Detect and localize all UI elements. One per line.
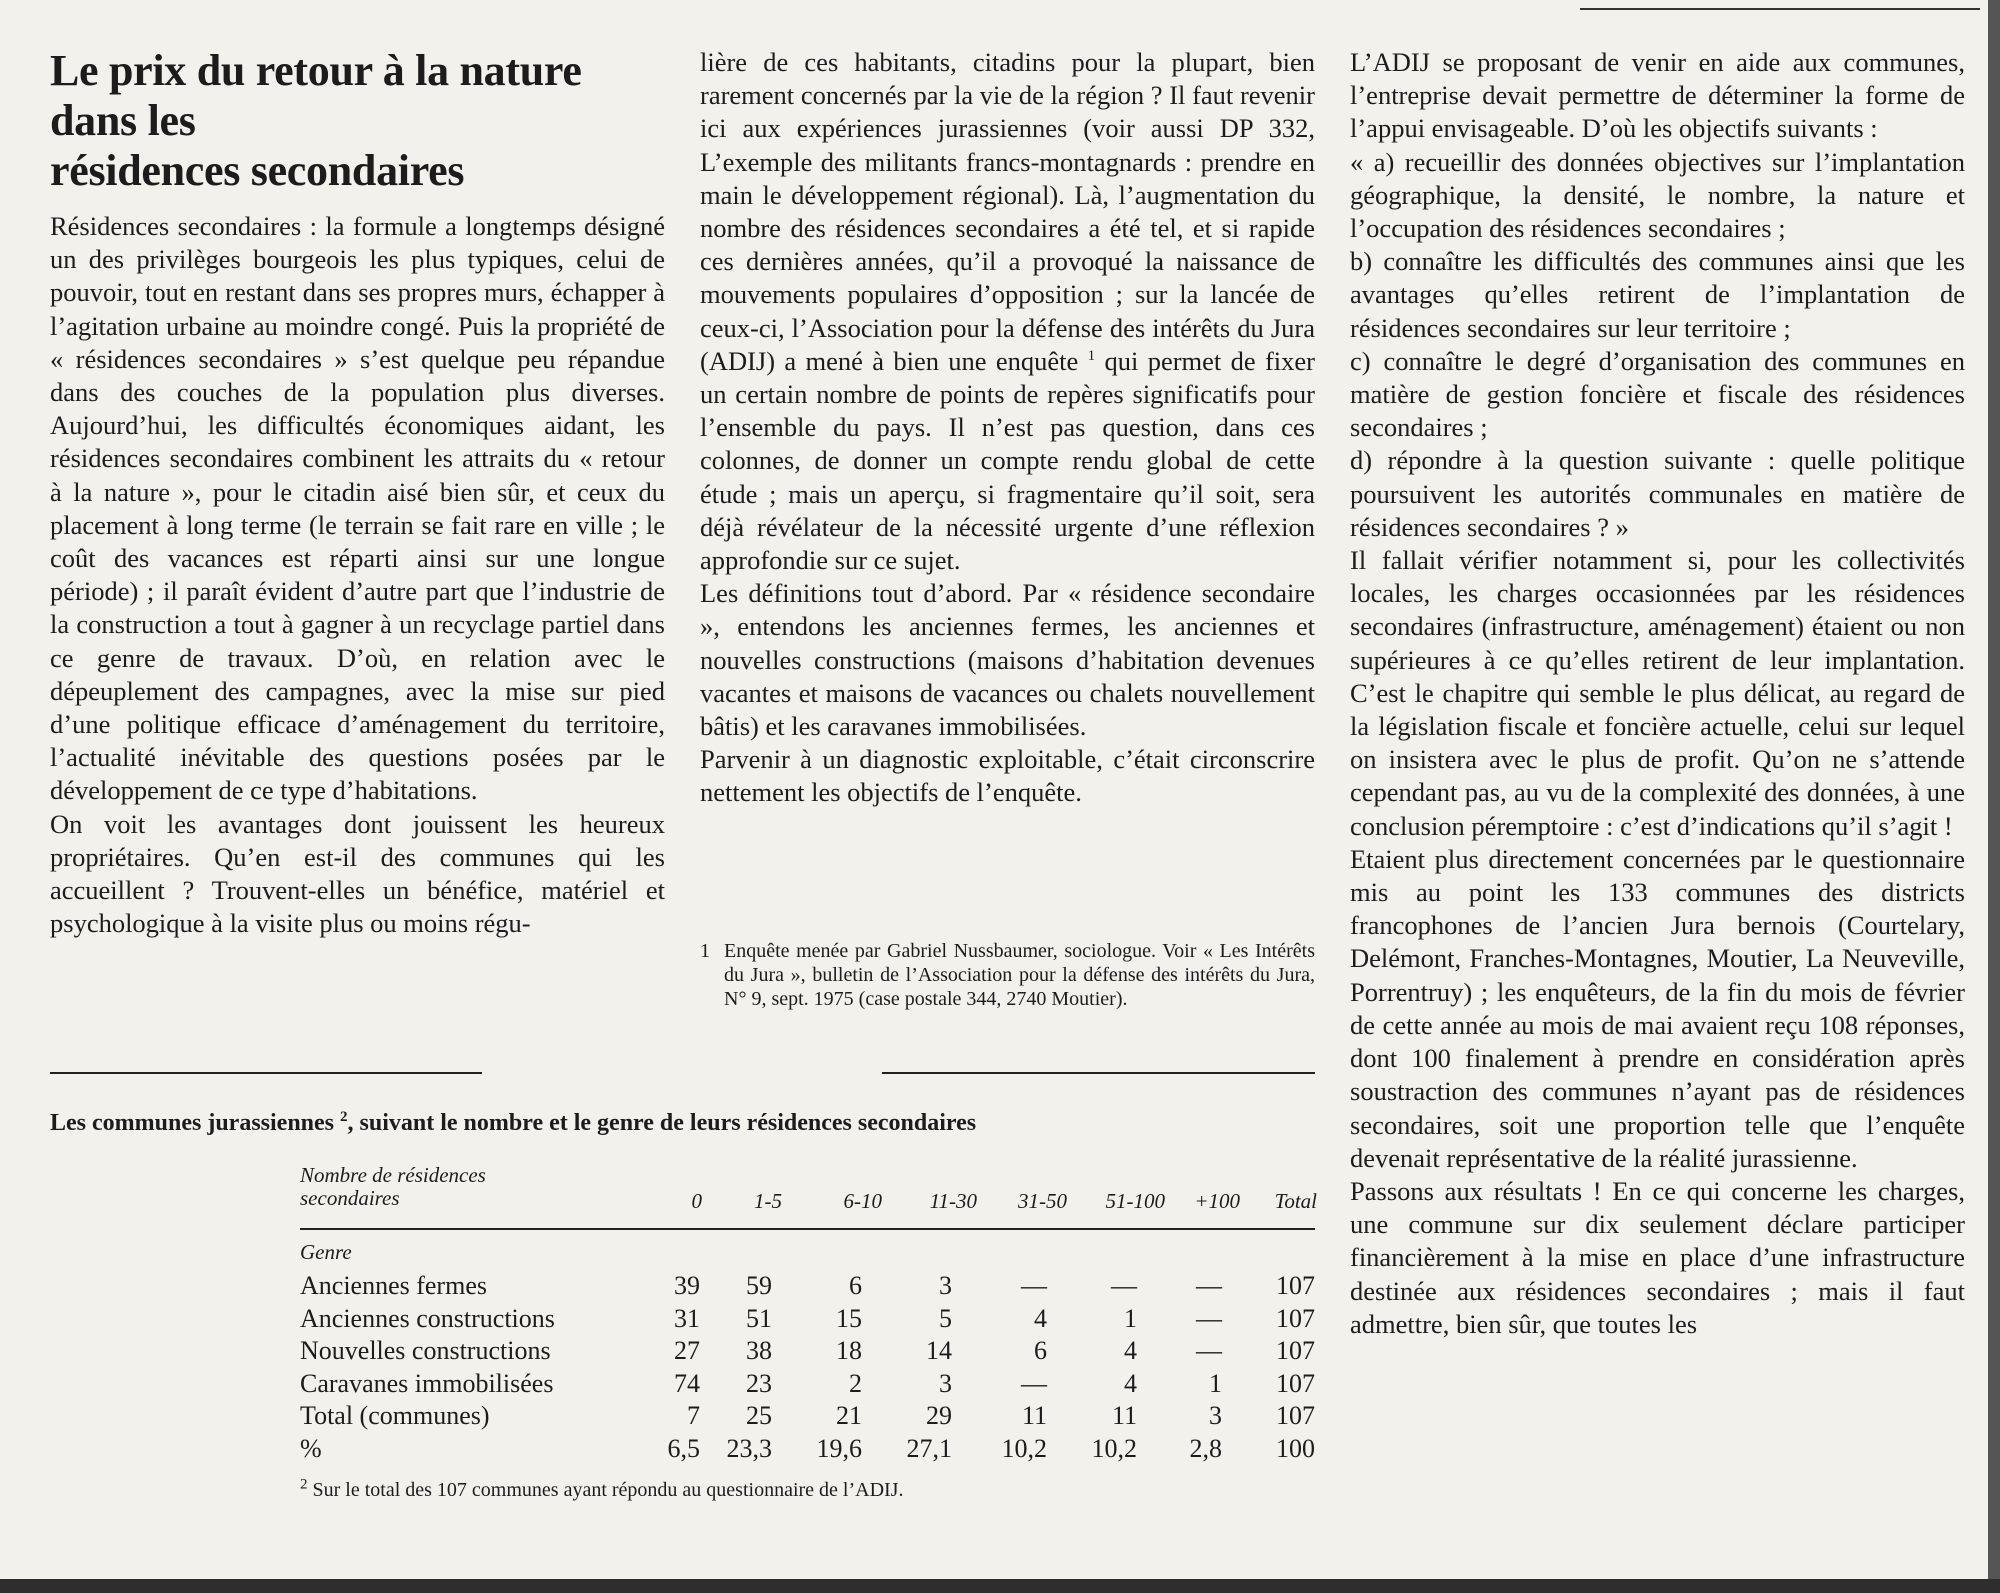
table-cell: 107 — [1276, 1271, 1315, 1300]
column-2 — [700, 46, 1315, 810]
footnote-text: Sur le total des 107 communes ayant répondu au questionnaire de l’ADIJ. — [312, 1479, 904, 1501]
table-cell: 23 — [746, 1368, 772, 1398]
table-cell: 18 — [836, 1336, 862, 1365]
table-cell: 107 — [1276, 1368, 1315, 1398]
table-cell: 107 — [1276, 1336, 1315, 1365]
genre-label: Genre — [300, 1240, 352, 1264]
footnote-text: Enquête menée par Gabriel Nussbaumer, sociologue. Voir « Les Intérêts du Jura », bulletin de l’Association pour la défense des intérêts du Jura, N° 9, sept. 1975 (case postale 344, 2740 Moutier). — [724, 940, 1315, 1010]
table-row — [300, 1400, 1315, 1433]
table-cell: 3 — [939, 1271, 952, 1300]
table-title-text: , suivant le nombre et le genre de leurs résidences secondaires — [347, 1110, 977, 1136]
list-item: b) connaître les difficultés des communes ainsi que les avantages qu’elles retirent de l’implantation de résidences secondaires sur leur territoire ; — [1350, 246, 1965, 343]
list-item: d) répondre à la question suivante : quelle politique poursuivent les autorités communales en matière de résidences secondaires ? » — [1350, 445, 1965, 542]
paragraph: Il fallait vérifier notamment si, pour les collectivités locales, les charges occasionnées par les résidences secondaires (infrastructure, aménagement) étaient ou non supérieures à ce qu’elles retirent de leur implantation. C’est le chapitre qui semble le plus délicat, au regard de la législation fiscale et foncière actuelle, celui sur lequel on insistera avec le plus de profit. Qu’on ne s’attende cependant pas, au vu de la complexité des données, à une conclusion péremptoire : c’est d’indications qu’il s’agit ! — [1350, 545, 1965, 841]
title-line: résidences secondaires — [50, 146, 465, 195]
table-cell: 23,3 — [726, 1433, 772, 1463]
title-line: Le prix du retour à la nature — [50, 46, 582, 95]
footnote-1 — [700, 939, 1315, 1011]
row-label: Caravanes immobilisées — [300, 1368, 554, 1398]
table-cell: 6 — [1034, 1336, 1047, 1365]
paragraph — [700, 46, 1315, 577]
table-cell: 51 — [746, 1303, 772, 1333]
table-cell: 11 — [1021, 1401, 1047, 1430]
table-cell: 6 — [849, 1271, 862, 1300]
row-label: Anciennes constructions — [300, 1303, 555, 1333]
column-1 — [50, 46, 665, 940]
footnote-number: 1 — [700, 940, 710, 962]
table-cell: 107 — [1276, 1303, 1315, 1333]
table-cell: — — [1021, 1368, 1047, 1398]
table-cell: 3 — [939, 1368, 952, 1398]
table-cell: 1 — [1209, 1368, 1222, 1398]
table-cell: — — [1196, 1271, 1222, 1300]
bottom-edge — [0, 1579, 2000, 1593]
table-cell: 14 — [926, 1336, 952, 1365]
footnote-ref: 1 — [1087, 348, 1096, 364]
table-cell: 4 — [1124, 1368, 1137, 1398]
header-cell: 6-10 — [843, 1189, 882, 1213]
table-cell: 59 — [746, 1271, 772, 1300]
paragraph-text: qui permet de fixer un certain nombre de points de repères significatifs pour l’ensemble du pays. Il n’est pas question, dans ces colonnes, de donner un compte rendu global de cette étude ; mais un aperçu, si fragmentaire qu’il soit, sera déjà révélateur de la nécessité urgente d’une réflexion approfondie sur ce sujet. — [700, 345, 1315, 576]
table-cell: 10,2 — [1001, 1433, 1047, 1463]
row-label: % — [300, 1433, 322, 1463]
paragraph: Résidences secondaires : la formule a longtemps désigné un des privilèges bourgeois les plus typiques, celui de pouvoir, tout en restant dans ses propres murs, échapper à l’agitation urbaine au moindre congé. Puis la propriété de « résidences secondaires » s’est quelque peu répandue dans des couches de la population plus diverses. Aujourd’hui, les difficultés économiques aidant, les résidences secondaires combinent les attraits du « retour à la nature », pour le citadin aisé bien sûr, et ceux du placement à long terme (le terrain se fait rare en ville ; le coût des vacances est réparti ainsi sur une longue période) ; il paraît évident d’autre part que l’industrie de la construction a tout à gagner à un recyclage partiel dans ce genre de travaux. D’où, en relation avec le dépeuplement des campagnes, avec la mise sur pied d’une politique efficace d’aménagement du territoire, l’actualité inévitable des questions posées par le développement de ce type d’habitations. — [50, 211, 665, 806]
paragraph: L’ADIJ se proposant de venir en aide aux communes, l’entreprise devait permettre de déterminer la forme de l’appui envisageable. D’où les objectifs suivants : — [1350, 47, 1965, 144]
table-cell: — — [1196, 1336, 1222, 1365]
table-cell: — — [1021, 1271, 1047, 1300]
paragraph: Les définitions tout d’abord. Par « résidence secondaire », entendons les anciennes fermes, les anciennes et nouvelles constructions (maisons d’habitation devenues vacantes et maisons de vacances ou chalets nouvellement bâtis) et les caravanes immobilisées. — [700, 578, 1315, 742]
table-cell: 2,8 — [1189, 1433, 1222, 1463]
paragraph: On voit les avantages dont jouissent les heureux propriétaires. Qu’en est-il des communes qui les accueillent ? Trouvent-elles un bénéfice, matériel et psychologique à la visite plus ou moins régu- — [50, 808, 665, 939]
residences-table — [300, 1160, 1315, 1465]
table-cell: 74 — [674, 1368, 700, 1398]
title-line: dans les — [50, 96, 196, 145]
separator-rule — [882, 1072, 1315, 1074]
table-cell: 29 — [926, 1401, 952, 1430]
table-header — [300, 1160, 1315, 1230]
table-cell: 10,2 — [1091, 1433, 1137, 1463]
table-cell: 39 — [674, 1271, 700, 1300]
table-cell: 4 — [1034, 1303, 1047, 1333]
table-cell: 6,5 — [667, 1433, 700, 1463]
table-title — [50, 1110, 976, 1137]
table-cell: 27,1 — [906, 1433, 952, 1463]
paragraph-text: lière de ces habitants, citadins pour la plupart, bien rarement concernés par la vie de la région ? Il faut revenir ici aux expériences jurassiennes (voir aussi DP 332, L’exemple des militants francs-montagnards : prendre en main le développement régional). Là, l’augmentation du nombre des résidences secondaires a été tel, et si rapide ces dernières années, qu’il a provoqué la naissance de mouvements populaires d’opposition ; sur la lancée de ceux-ci, l’Association pour la défense des intérêts du Jura (ADIJ) a mené à bien une enquête — [700, 47, 1315, 376]
list-item: « a) recueillir des données objectives sur l’implantation géographique, la densité, le nombre, la nature et l’occupation des résidences secondaires ; — [1350, 146, 1965, 244]
paragraph: Passons aux résultats ! En ce qui concerne les charges, une commune sur dix seulement déclare participer financièrement à la mise en place d’une infrastructure destinée aux résidences secondaires ; mais il faut admettre, bien sûr, que toutes les — [1350, 1175, 1965, 1339]
table-row — [300, 1270, 1315, 1303]
footnote-ref: 2 — [340, 1109, 348, 1125]
table-cell: — — [1111, 1271, 1137, 1300]
separator-rule — [50, 1072, 482, 1074]
header-cell: 11-30 — [929, 1189, 977, 1213]
table-row — [300, 1368, 1315, 1401]
row-label: Nouvelles constructions — [300, 1336, 551, 1365]
column-3 — [1350, 46, 1965, 1341]
article-title — [50, 46, 665, 196]
table-row — [300, 1303, 1315, 1336]
table-footnote — [300, 1476, 904, 1502]
table-cell: 27 — [674, 1336, 700, 1365]
table-cell: 4 — [1124, 1336, 1137, 1365]
list-item: c) connaître le degré d’organisation des communes en matière de gestion foncière et fiscale des résidences secondaires ; — [1350, 345, 1965, 443]
row-label: Total (communes) — [300, 1401, 490, 1430]
table-cell: 2 — [849, 1368, 862, 1398]
row-label: Anciennes fermes — [300, 1271, 487, 1300]
page-edge — [1988, 0, 2000, 1593]
footnote-number: 2 — [300, 1476, 308, 1493]
table-cell: — — [1196, 1303, 1222, 1333]
header-cell: +100 — [1194, 1189, 1240, 1213]
header-cell: 1-5 — [754, 1189, 782, 1213]
paragraph: Parvenir à un diagnostic exploitable, c’était circonscrire nettement les objectifs de l’enquête. — [700, 744, 1315, 808]
table-cell: 15 — [836, 1303, 862, 1333]
table-cell: 5 — [939, 1303, 952, 1333]
table-cell: 11 — [1111, 1401, 1137, 1430]
table-cell: 107 — [1276, 1401, 1315, 1430]
paragraph: Etaient plus directement concernées par le questionnaire mis au point les 133 communes des districts francophones de l’ancien Jura bernois (Courtelary, Delémont, Franches-Montagnes, Moutier, La Neuveville, Porrentruy) ; les enquêteurs, de la fin du mois de février de cette année au mois de mai avaient reçu 108 réponses, dont 100 finalement à prendre en considération après soustraction des communes n’ayant pas de résidences secondaires, soit une proportion telle que l’enquête devenait représentative de la réalité jurassienne. — [1350, 843, 1965, 1173]
header-cell: Total — [1274, 1189, 1317, 1213]
table-cell: 1 — [1124, 1303, 1137, 1333]
table-row — [300, 1335, 1315, 1368]
header-cell: 51-100 — [1105, 1189, 1165, 1213]
table-cell: 38 — [746, 1336, 772, 1365]
table-cell: 21 — [836, 1401, 862, 1430]
table-cell: 19,6 — [816, 1433, 862, 1463]
header-cell: Nombre de résidences secondaires — [300, 1163, 486, 1210]
table-cell: 7 — [687, 1401, 700, 1430]
table-row — [300, 1433, 1315, 1466]
table-cell: 100 — [1276, 1433, 1315, 1463]
table-cell: 31 — [674, 1303, 700, 1333]
table-cell: 25 — [746, 1401, 772, 1430]
header-cell: 0 — [691, 1189, 702, 1213]
table-cell: 3 — [1209, 1401, 1222, 1430]
top-rule — [1580, 8, 1980, 10]
table-title-text: Les communes jurassiennes — [50, 1110, 335, 1136]
header-cell: 31-50 — [1018, 1189, 1067, 1213]
